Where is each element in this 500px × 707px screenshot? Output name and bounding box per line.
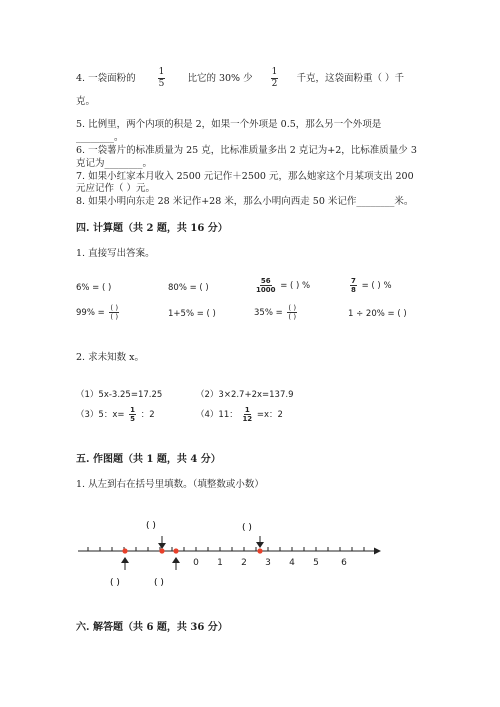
fraction: $\frac{( )}{( )}$ <box>110 304 119 321</box>
equation-item: （4）11： $\frac{1}{12}$ =x：2 <box>196 406 283 423</box>
calc-item: 35% = $\frac{( )}{( )}$ <box>254 304 297 321</box>
marker-point <box>173 548 178 553</box>
answer-bracket: ( ) <box>110 578 120 588</box>
answer-bracket: ( ) <box>154 578 164 588</box>
marker-point <box>159 548 164 553</box>
tick-label: 2 <box>241 558 247 568</box>
equation-item: （3）5：x= $\frac{1}{5}$ ：2 <box>76 406 155 423</box>
calc-item: 99% = $\frac{( )}{( )}$ <box>76 304 119 321</box>
q8-line1: 8. 如果小明向东走 28 米记作+28 米，那么小明向西走 50 米记作________米。 <box>76 196 414 207</box>
tick-label: 3 <box>265 558 271 568</box>
q4-line2: 克。 <box>76 96 96 107</box>
tick-marks <box>88 547 364 551</box>
arrow-up-icon <box>121 557 129 570</box>
number-line <box>0 512 500 592</box>
q6-line1: 6. 一袋薯片的标准质量为 25 克，比标准质量多出 2 克记为+2，比标准质量少 3 <box>76 145 417 156</box>
tick-label: 5 <box>313 558 319 568</box>
question-text: 1. 从左到右在括号里填数。（填整数或小数） <box>76 479 264 490</box>
fraction: $\frac{( )}{( )}$ <box>288 304 297 321</box>
fraction: $\frac{56}{1000}$ <box>256 277 276 294</box>
tick-label: 6 <box>341 558 347 568</box>
calc-item: 6% = ( ) <box>76 283 112 293</box>
section-title: 五. 作图题（共 1 题，共 4 分） <box>76 454 221 465</box>
calc-item: $\frac{7}{8}$ = ( ) % <box>351 277 392 294</box>
equation-item: （2）3×2.7+2x=137.9 <box>196 390 294 400</box>
q6-line2: 克记为________。 <box>76 158 153 169</box>
fraction: $\frac{1}{5}$ <box>130 406 136 423</box>
calc-item: 80% = ( ) <box>168 283 209 293</box>
section-title: 四. 计算题（共 2 题，共 16 分） <box>76 223 228 234</box>
q4-part3: 千克，这袋面粉重（ ）千 <box>296 73 404 84</box>
fraction: $\frac{7}{8}$ <box>351 277 356 294</box>
question-text: 1. 直接写出答案。 <box>76 248 155 259</box>
fraction: $\frac{1}{5}$ <box>158 67 165 89</box>
q4-line1 <box>76 67 404 90</box>
calc-item: $\frac{56}{1000}$ = ( ) % <box>256 277 311 294</box>
tick-label: 1 <box>217 558 223 568</box>
tick-labels <box>193 558 347 568</box>
axis-arrow-icon <box>374 548 381 555</box>
calc-item: 1+5% = ( ) <box>168 309 216 319</box>
q4-part2: 比它的 30% 少 <box>187 73 253 84</box>
fraction: $\frac{1}{2}$ <box>271 67 278 89</box>
tick-label: 0 <box>193 558 199 568</box>
answer-bracket: ( ) <box>146 521 156 531</box>
equation-item: （1）5x-3.25=17.25 <box>76 390 163 400</box>
section-title: 六. 解答题（共 6 题，共 36 分） <box>76 622 228 633</box>
marker-point <box>122 548 127 553</box>
q4-part1: 4. 一袋面粉的 <box>76 73 136 84</box>
q7-line2: 元应记作（ ）元。 <box>76 183 156 194</box>
question-text: 2. 求未知数 x。 <box>76 352 144 363</box>
answer-bracket: ( ) <box>242 523 252 533</box>
tick-label: 4 <box>289 558 295 568</box>
marker-point <box>257 548 262 553</box>
fraction: $\frac{1}{12}$ <box>242 406 253 423</box>
arrow-down-icon <box>158 536 166 549</box>
q7-line1: 7. 如果小红家本月收入 2500 元记作＋2500 元，那么她家这个月某项支出 200 <box>76 171 414 182</box>
calc-item: 1 ÷ 20% = ( ) <box>348 309 407 319</box>
q5-line1: 5. 比例里，两个内项的积是 2，如果一个外项是 0.5，那么另一个外项是 <box>76 119 382 130</box>
arrow-up-icon <box>172 557 180 570</box>
arrow-down-icon <box>256 536 264 548</box>
q5-line2: ________。 <box>76 132 124 143</box>
